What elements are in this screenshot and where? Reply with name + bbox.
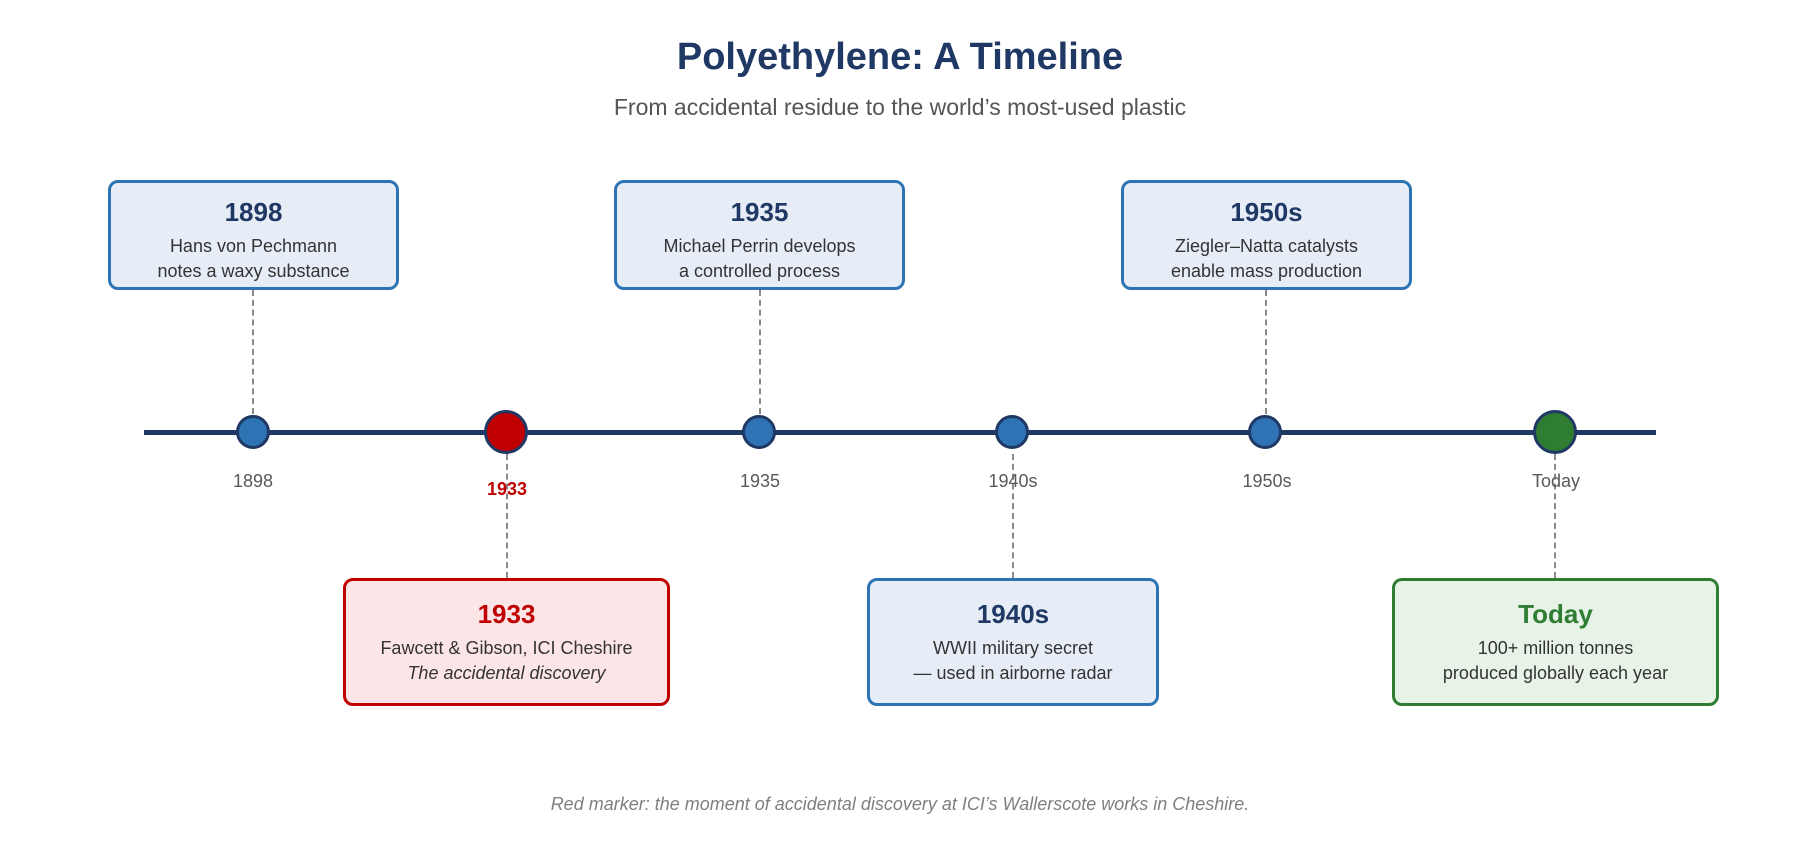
event-description-line: WWII military secret <box>933 638 1093 658</box>
event-description-line: 100+ million tonnes <box>1477 638 1634 658</box>
marker-1940s <box>995 415 1029 449</box>
marker-1898 <box>236 415 270 449</box>
footnote: Red marker: the moment of accidental discovery at ICI’s Wallerscote works in Cheshire. <box>550 794 1250 814</box>
event-card-1940s <box>867 578 1159 706</box>
event-description-line: Ziegler–Natta catalysts <box>1174 236 1359 256</box>
event-card-1950s <box>1121 180 1412 290</box>
connector-1933 <box>506 454 508 578</box>
timeline-axis <box>144 430 1656 435</box>
event-description-line: notes a waxy substance <box>157 261 350 281</box>
event-card-today <box>1392 578 1719 706</box>
marker-1935 <box>742 415 776 449</box>
event-description-line: The accidental discovery <box>407 663 606 683</box>
event-year: 1940s <box>976 599 1050 629</box>
event-description-line: — used in airborne radar <box>913 663 1113 683</box>
event-year: 1933 <box>477 599 536 629</box>
event-card-1935 <box>614 180 905 290</box>
tick-label-1935: 1935 <box>739 471 781 491</box>
page-subtitle: From accidental residue to the world’s most-used plastic <box>613 94 1187 120</box>
tick-label-1940s: 1940s <box>988 471 1038 491</box>
event-year: 1950s <box>1230 197 1303 227</box>
connector-1950s <box>1265 290 1267 414</box>
connector-1935 <box>759 290 761 414</box>
event-year: 1898 <box>224 197 283 227</box>
event-description-line: produced globally each year <box>1442 663 1669 683</box>
event-description-line: enable mass production <box>1170 261 1363 281</box>
event-card-1933 <box>343 578 670 706</box>
connector-1898 <box>252 290 254 414</box>
event-description-line: Hans von Pechmann <box>169 236 338 256</box>
event-card-1898 <box>108 180 399 290</box>
marker-1933 <box>484 410 528 454</box>
tick-label-1933: 1933 <box>486 479 528 499</box>
tick-label-today: Today <box>1531 471 1581 491</box>
marker-1950s <box>1248 415 1282 449</box>
event-description-line: a controlled process <box>678 261 841 281</box>
event-description-line: Fawcett & Gibson, ICI Cheshire <box>380 638 633 658</box>
tick-label-1898: 1898 <box>232 471 274 491</box>
event-year: Today <box>1518 599 1593 629</box>
tick-label-1950s: 1950s <box>1242 471 1292 491</box>
marker-today <box>1533 410 1577 454</box>
event-year: 1935 <box>730 197 789 227</box>
event-description-line: Michael Perrin develops <box>663 236 856 256</box>
page-title: Polyethylene: A Timeline <box>676 36 1124 78</box>
